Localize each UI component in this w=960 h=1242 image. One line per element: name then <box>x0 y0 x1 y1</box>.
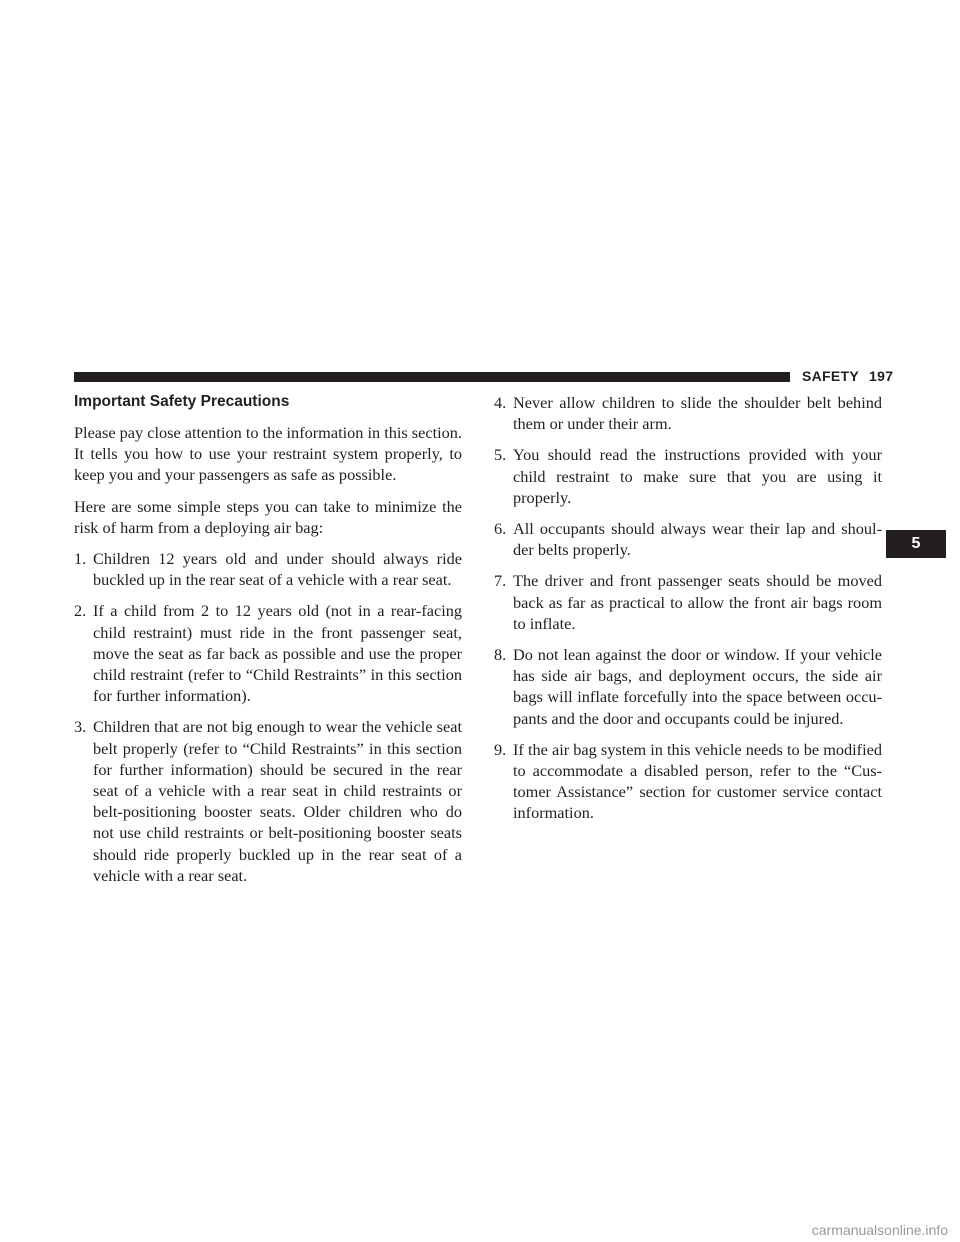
list-item-text: Do not lean against the door or window. If your vehicle has side air bags, and deployment occurs, the side air bags will inflate forcefully into the space between occu-pants and the door and occupants could be injured. <box>513 645 882 728</box>
list-item-text: If a child from 2 to 12 years old (not in a rear-facing child restraint) must ride in the front passenger seat, move the seat as far back as possible and use the proper child restraint (refer to “Child Restraints” in this section for further information). <box>93 601 462 706</box>
chapter-tab: 5 <box>886 530 946 558</box>
list-item <box>74 548 462 590</box>
list-item-text: All occupants should always wear their lap and shoul-der belts properly. <box>513 519 882 560</box>
list-item <box>74 716 462 886</box>
list-item-number: 5. <box>494 445 507 465</box>
list-item-text: If the air bag system in this vehicle needs to be modified to accommodate a disabled person, refer to the “Cus-tomer Assistance” section for customer service contact information. <box>513 739 882 823</box>
page-number: 197 <box>869 368 894 384</box>
running-header <box>802 367 893 385</box>
list-item <box>494 518 882 560</box>
header-section-title: SAFETY <box>802 368 860 384</box>
list-item-text: The driver and front passenger seats should be moved back as far as practical to allow the front air bags room to inflate. <box>513 571 882 633</box>
list-item-number: 3. <box>74 717 87 737</box>
list-item-number: 6. <box>494 519 507 539</box>
right-column <box>494 392 882 834</box>
list-item-number: 1. <box>74 549 87 569</box>
list-item <box>494 644 882 729</box>
list-item-text: Never allow children to slide the shoulder belt behind them or under their arm. <box>513 393 882 434</box>
list-item-text: Children 12 years old and under should always ride buckled up in the rear seat of a vehicle with a rear seat. <box>93 549 462 590</box>
list-item <box>494 739 882 824</box>
list-item-text: You should read the instructions provided with your child restraint to make sure that you are using it properly. <box>513 445 882 507</box>
list-item <box>494 392 882 434</box>
list-item <box>74 600 462 706</box>
watermark-text: carmanualsonline.info <box>811 1222 948 1238</box>
precautions-list-part-1 <box>74 548 462 886</box>
list-item <box>494 444 882 508</box>
list-item-text: Children that are not big enough to wear the vehicle seat belt properly (refer to “Child Restraints” in this section for further information) should be secured in the rear seat of a vehicle with a rear seat in child restraints or belt-positioning booster seats. Older children who do not use child restraints or belt-positioning booster seats should ride properly buckled up in the rear seat of a vehicle with a rear seat. <box>93 717 462 885</box>
list-item-number: 8. <box>494 645 507 665</box>
list-item-number: 4. <box>494 393 507 412</box>
list-item <box>494 570 882 634</box>
list-item-number: 7. <box>494 571 507 591</box>
intro-paragraph: Please pay close attention to the information in this section. It tells you how to use your restraint system properly, to keep you and your passengers as safe as possible. <box>74 423 462 485</box>
list-item-number: 2. <box>74 601 87 621</box>
left-column <box>74 392 462 896</box>
list-item-number: 9. <box>494 739 507 759</box>
section-heading: Important Safety Precautions <box>74 393 290 410</box>
steps-intro-paragraph: Here are some simple steps you can take to minimize the risk of harm from a deploying air bag: <box>74 496 462 537</box>
header-rule <box>74 372 790 382</box>
precautions-list-part-2 <box>494 392 882 824</box>
